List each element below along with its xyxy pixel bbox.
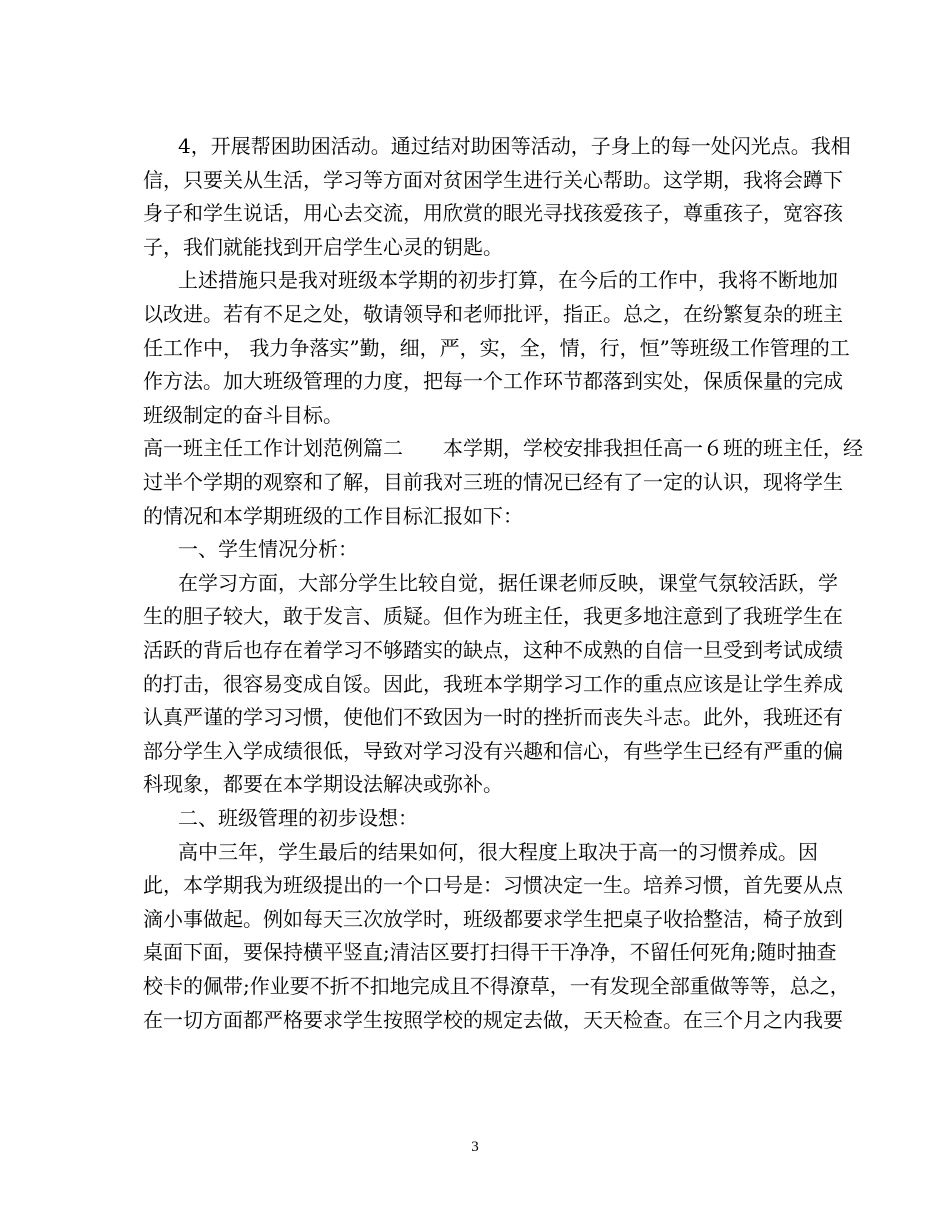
text-line: 高中三年，学生最后的结果如何，很大程度上取决于高一的习惯养成。因	[178, 840, 818, 864]
subheading-line: 一、学生情况分析：	[178, 537, 358, 561]
text-line: 在学习方面，大部分学生比较自觉，据任课老师反映，课堂气氛较活跃，学	[178, 571, 838, 595]
text-line: 的情况和本学期班级的工作目标汇报如下：	[143, 504, 523, 528]
text-line: 桌面下面，要保持横平竖直;清洁区要打扫得干干净净，不留任何死角;随时抽查	[143, 940, 837, 964]
text-line: 生的胆子较大，敢于发言、质疑。但作为班主任，我更多地注意到了我班学生在	[143, 604, 843, 628]
text-line: 4，开展帮困助困活动。通过结对助困等活动，子身上的每一处闪光点。我相	[178, 134, 851, 158]
text-line: 任工作中， 我力争落实”勤，细，严，实，全，情，行，恒”等班级工作管理的工	[143, 336, 850, 360]
text-line: 科现象，都要在本学期设法解决或弥补。	[143, 772, 503, 796]
text-line: 身子和学生说话，用心去交流，用欣赏的眼光寻找孩爱孩子，尊重孩子，宽容孩	[143, 201, 843, 225]
text-line: 信，只要关从生活，学习等方面对贫困学生进行关心帮助。这学期，我将会蹲下	[143, 168, 843, 192]
text-line: 过半个学期的观察和了解，目前我对三班的情况已经有了一定的认识，现将学生	[143, 470, 843, 494]
text-line: 此，本学期我为班级提出的一个口号是：习惯决定一生。培养习惯，首先要从点	[143, 873, 843, 897]
text-line: 认真严谨的学习习惯，使他们不致因为一时的挫折而丧失斗志。此外，我班还有	[143, 705, 843, 729]
section-heading-line: 高一班主任工作计划范例篇二 本学期，学校安排我担任高一６班的班主任，经	[143, 436, 863, 460]
page-number: 3	[471, 1139, 479, 1155]
text-line: 部分学生入学成绩很低，导致对学习没有兴趣和信心，有些学生已经有严重的偏	[143, 739, 843, 763]
text-line: 子，我们就能找到开启学生心灵的钥匙。	[143, 235, 503, 259]
subheading-line: 二、班级管理的初步设想：	[178, 806, 418, 830]
text-line: 的打击，很容易变成自馁。因此，我班本学期学习工作的重点应该是让学生养成	[143, 672, 843, 696]
text-line: 活跃的背后也存在着学习不够踏实的缺点，这种不成熟的自信一旦受到考试成绩	[143, 638, 843, 662]
text-line: 校卡的佩带;作业要不折不扣地完成且不得潦草，一有发现全部重做等等，总之，	[143, 974, 850, 998]
text-line: 上述措施只是我对班级本学期的初步打算，在今后的工作中，我将不断地加	[178, 268, 838, 292]
text-line: 作方法。加大班级管理的力度，把每一个工作环节都落到实处，保质保量的完成	[143, 369, 843, 393]
text-line: 在一切方面都严格要求学生按照学校的规定去做，天天检查。在三个月之内我要	[143, 1008, 843, 1032]
text-line: 以改进。若有不足之处，敬请领导和老师批评，指正。总之，在纷繁复杂的班主	[143, 302, 843, 326]
text-line: 班级制定的奋斗目标。	[143, 403, 343, 427]
text-line: 滴小事做起。例如每天三次放学时，班级都要求学生把桌子收拾整洁，椅子放到	[143, 907, 843, 931]
